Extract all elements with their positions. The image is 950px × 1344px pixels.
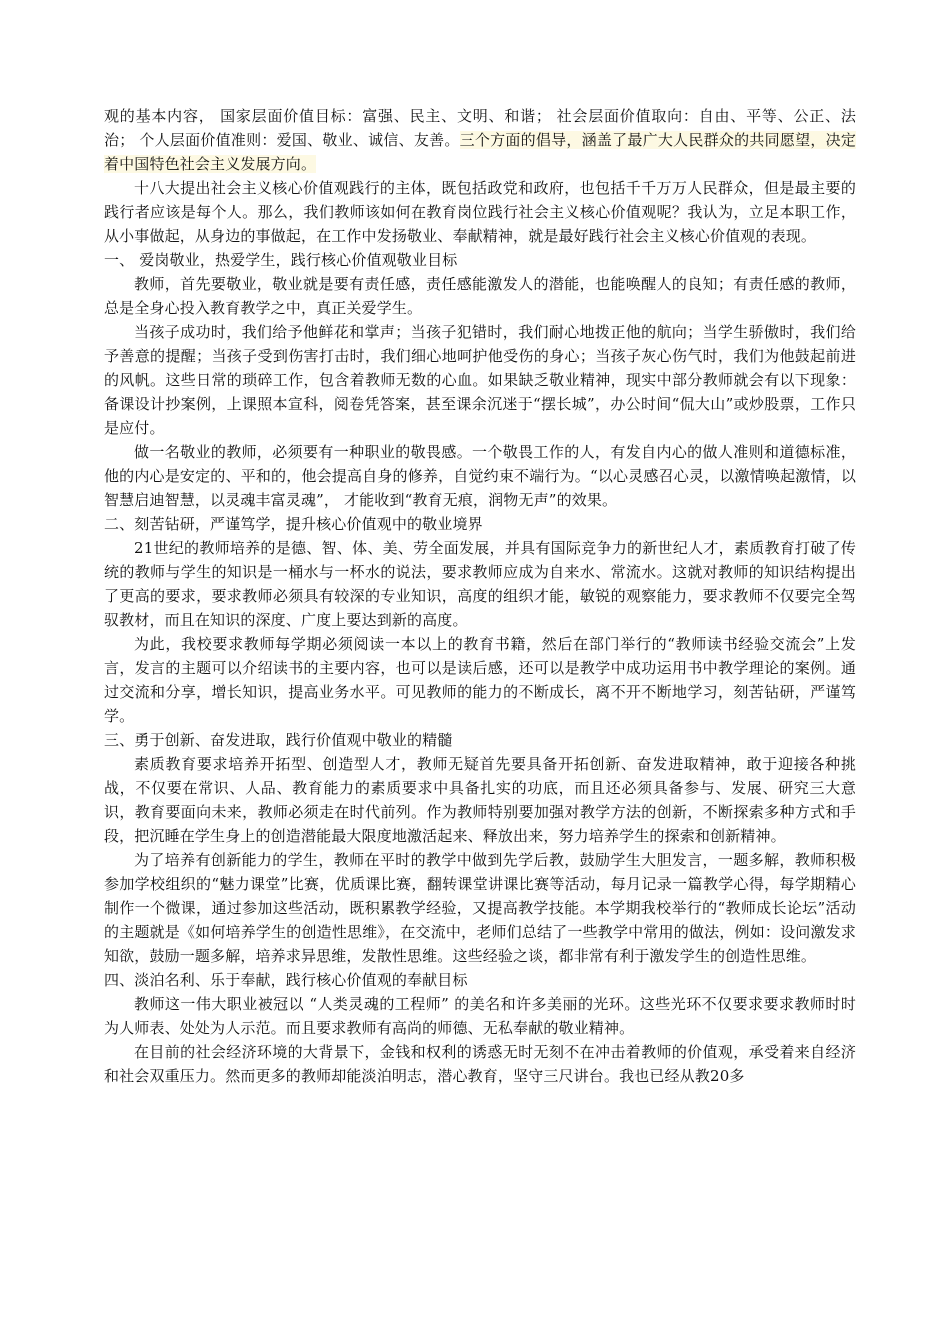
paragraph: 教师，首先要敬业，敬业就是要有责任感，责任感能激发人的潜能，也能唤醒人的良知；有责任感的教师， 总是全身心投入教育教学之中，真正关爱学生。 <box>104 275 856 317</box>
paragraph: 做一名敬业的教师，必须要有一种职业的敬畏感。一个敬畏工作的人，有发自内心的做人准则和道德标准，他的内心是安定的、平和的，他会提高自身的修养，自觉约束不端行为。“以心灵感召心灵，以激情唤起激情，以智慧启迪智慧，以灵魂丰富灵魂”， 才能收到“教育无痕，润物无声”的效果。 <box>104 443 856 509</box>
paragraph: 为此，我校要求教师每学期必须阅读一本以上的教育书籍，然后在部门举行的“教师读书经验交流会”上发言，发言的主题可以介绍读书的主要内容，也可以是读后感，还可以是教学中成功运用书中教学理论的案例。通过交流和分享，增长知识，提高业务水平。可见教师的能力的不断成长，离不开不断地学习，刻苦钻研，严谨笃学。 <box>104 635 856 725</box>
paragraph: 素质教育要求培养开拓型、创造型人才，教师无疑首先要具备开拓创新、奋发进取精神，敢于迎接各种挑战，不仅要在常识、人品、教育能力的素质要求中具备扎实的功底，而且还必须具备参与、发展、研究三大意识，教育要面向未来，教师必须走在时代前列。作为教师特别要加强对教学方法的创新，不断探索多种方式和手段，把沉睡在学生身上的创造潜能最大限度地激活起来、释放出来，努力培养学生的探索和创新精神。 <box>104 755 856 845</box>
paragraph-practice-subject: 十八大提出社会主义核心价值观践行的主体，既包括政党和政府，也包括千千万万人民群众，但是最主要的践行者应该是每个人。那么，我们教师该如何在教育岗位践行社会主义核心价值观呢？我认为，立足本职工作，从小事做起，从身边的事做起，在工作中发扬敬业、奉献精神，就是最好践行社会主义核心价值观的表现。 <box>104 179 856 245</box>
paragraph: 教师这一伟大职业被冠以 “人类灵魂的工程师” 的美名和许多美丽的光环。这些光环不仅要求要求教师时时为人师表、处处为人示范。而且要求教师有高尚的师德、无私奉献的敬业精神。 <box>104 995 856 1037</box>
paragraph: 在目前的社会经济环境的大背景下，金钱和权利的诱惑无时无刻不在冲击着教师的价值观，承受着来自经济和社会双重压力。然而更多的教师却能淡泊明志，潜心教育，坚守三尺讲台。我也已经从教20多 <box>104 1043 856 1085</box>
paragraph: 21世纪的教师培养的是德、智、体、美、劳全面发展，并具有国际竞争力的新世纪人才，素质教育打破了传统的教师与学生的知识是一桶水与一杯水的说法，要求教师应成为自来水、常流水。这就对教师的知识结构提出了更高的要求，要求教师必须具有较深的专业知识，高度的组织才能，敏锐的观察能力，要求教师不仅要完全驾驭教材，而且在知识的深度、广度上要达到新的高度。 <box>104 539 856 629</box>
section-heading-3: 三、勇于创新、奋发进取，践行价值观中敬业的精髓 <box>104 731 453 749</box>
highlighted-text: 三个方面的倡导，涵盖了最广大人民群众的共同愿望，决定着中国特色社会主义发展方向。 <box>104 131 857 173</box>
paragraph: 为了培养有创新能力的学生，教师在平时的教学中做到先学后教，鼓励学生大胆发言，一题多解，教师积极参加学校组织的“魅力课堂”比赛，优质课比赛，翻转课堂讲课比赛等活动，每月记录一篇教学心得，每学期精心制作一个微课，通过参加这些活动，既积累教学经验，又提高教学技能。本学期我校举行的“教师成长论坛”活动的主题就是《如何培养学生的创造性思维》，在交流中，老师们总结了一些教学中常用的做法，例如：设问激发求知欲，鼓励一题多解，培养求异思维，发散性思维。这些经验之谈，都非常有利于激发学生的创造性思维。 <box>104 851 856 965</box>
section-heading-1: 一、 爱岗敬业，热爱学生，践行核心价值观敬业目标 <box>104 251 458 269</box>
paragraph-text: 观的基本内容， 国家层面价值目标：富强、民主、文明、和谐； 社会层面价值取向：自由、平等、公正、法治； 个人层面价值准则：爱国、敬业、诚信、友善。 <box>104 107 856 149</box>
section-heading-2: 二、刻苦钻研，严谨笃学，提升核心价值观中的敬业境界 <box>104 515 483 533</box>
document-body <box>104 104 856 1088</box>
paragraph: 当孩子成功时，我们给予他鲜花和掌声；当孩子犯错时，我们耐心地拨正他的航向；当学生骄傲时，我们给予善意的提醒；当孩子受到伤害打击时，我们细心地呵护他受伤的身心；当孩子灰心伤气时，我们为他鼓起前进的风帆。这些日常的琐碎工作，包含着教师无数的心血。如果缺乏敬业精神，现实中部分教师就会有以下现象：备课设计抄案例，上课照本宣科，阅卷凭答案，甚至课余沉迷于“摆长城”，办公时间“侃大山”或炒股票，工作只是应付。 <box>104 323 856 437</box>
paragraph-core-values <box>104 104 856 176</box>
section-heading-4: 四、淡泊名利、乐于奉献，践行核心价值观的奉献目标 <box>104 971 468 989</box>
